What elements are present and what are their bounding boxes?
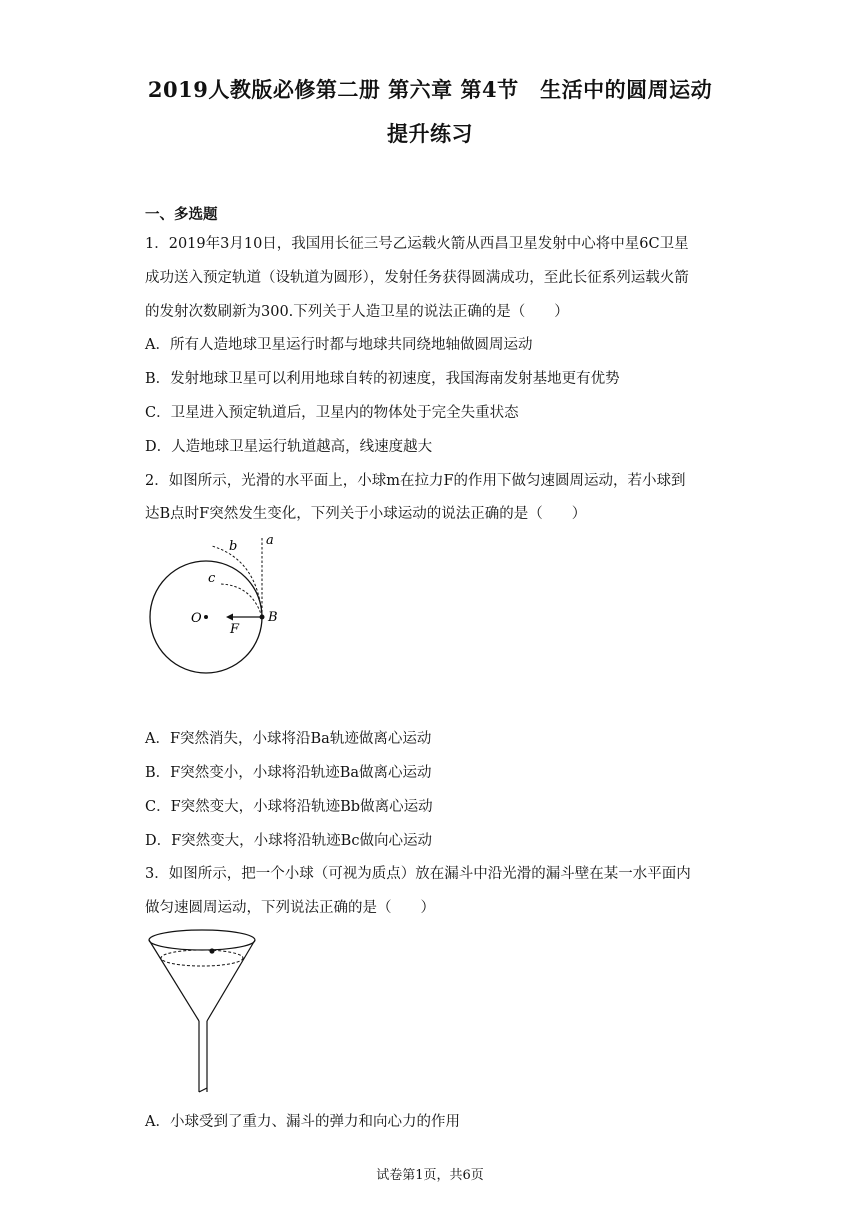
- center-dot: [204, 615, 208, 619]
- q1-option-c: C．卫星进入预定轨道后，卫星内的物体处于完全失重状态: [145, 405, 519, 421]
- q2-option-b: B．F突然变小，小球将沿轨迹Ba做离心运动: [145, 765, 432, 781]
- q1-stem-line-2: 成功送入预定轨道（设轨道为圆形），发射任务获得圆满成功，至此长征系列运载火箭: [145, 270, 689, 286]
- label-b: b: [229, 539, 238, 554]
- label-a: a: [266, 533, 274, 548]
- q1-option-d: D．人造地球卫星运行轨道越高，线速度越大: [145, 439, 433, 455]
- force-arrowhead: [226, 614, 233, 621]
- label-f: F: [230, 622, 240, 637]
- label-o: O: [191, 611, 202, 626]
- q3-stem-line-1: 3．如图所示，把一个小球（可视为质点）放在漏斗中沿光滑的漏斗壁在某一水平面内: [145, 866, 691, 882]
- q3-stem-line-2: 做匀速圆周运动，下列说法正确的是（ ）: [145, 900, 435, 916]
- section-heading: 一、多选题: [145, 206, 218, 223]
- trajectory-b: [212, 546, 262, 617]
- q1-option-a: A．所有人造地球卫星运行时都与地球共同绕地轴做圆周运动: [145, 337, 533, 353]
- q2-stem-line-2: 达B点时F突然发生变化，下列关于小球运动的说法正确的是（ ）: [145, 506, 587, 522]
- q2-option-a: A．F突然消失，小球将沿Ba轨迹做离心运动: [145, 731, 432, 747]
- ball: [209, 948, 214, 953]
- page-footer: 试卷第1页，共6页: [376, 1168, 484, 1183]
- document-subtitle: 提升练习: [387, 121, 473, 146]
- q3-option-a: A．小球受到了重力、漏斗的弹力和向心力的作用: [145, 1114, 460, 1130]
- q1-option-b: B．发射地球卫星可以利用地球自转的初速度，我国海南发射基地更有优势: [145, 371, 620, 387]
- label-c: c: [208, 571, 216, 586]
- ball-b: [260, 615, 265, 620]
- funnel-rim: [149, 930, 255, 950]
- circular-motion-figure: [140, 530, 300, 700]
- funnel-spout-bottom: [199, 1088, 207, 1092]
- q2-option-d: D．F突然变大，小球将沿轨迹Bc做向心运动: [145, 833, 432, 849]
- q1-stem-line-1: 1．2019年3月10日，我国用长征三号乙运载火箭从西昌卫星发射中心将中星6C卫星: [145, 236, 689, 252]
- q2-option-c: C．F突然变大，小球将沿轨迹Bb做离心运动: [145, 799, 433, 815]
- document-title: 2019人教版必修第二册 第六章 第4节 生活中的圆周运动: [147, 77, 713, 102]
- q1-stem-line-3: 的发射次数刷新为300.下列关于人造卫星的说法正确的是（ ）: [145, 304, 569, 320]
- label-point-b: B: [268, 610, 278, 625]
- funnel-figure: [140, 922, 270, 1100]
- motion-plane: [161, 950, 243, 966]
- trajectory-c: [220, 584, 262, 617]
- q2-stem-line-1: 2．如图所示，光滑的水平面上，小球m在拉力F的作用下做匀速圆周运动，若小球到: [145, 473, 686, 489]
